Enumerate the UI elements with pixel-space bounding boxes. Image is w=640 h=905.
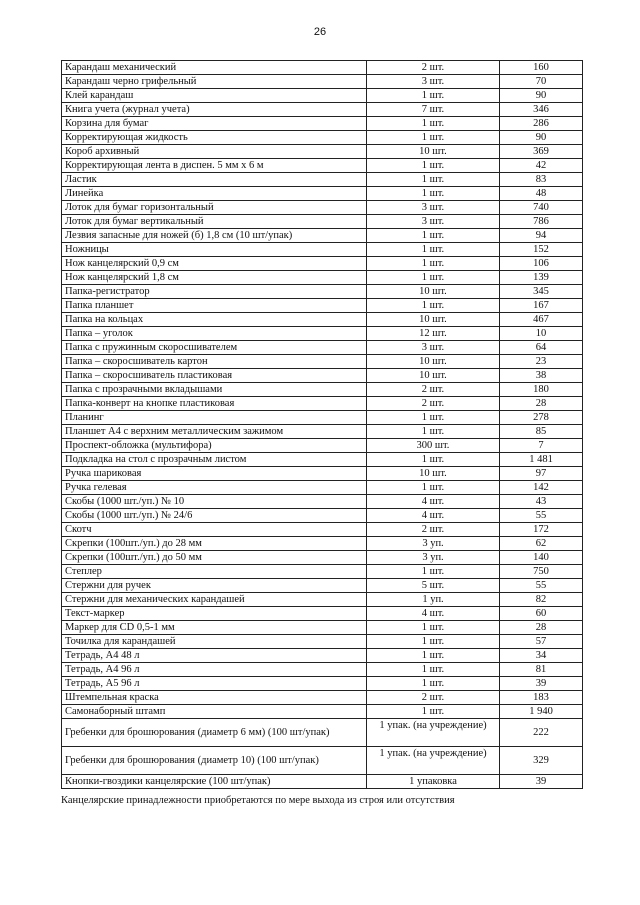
item-price-cell: 1 940 [500,705,583,719]
item-quantity-cell: 1 шт. [367,481,500,495]
table-row [62,677,583,691]
table-row [62,495,583,509]
table-row [62,103,583,117]
item-name-cell: Скобы (1000 шт./уп.) № 24/6 [62,509,367,523]
table-row [62,117,583,131]
item-price-cell: 81 [500,663,583,677]
item-price-cell: 467 [500,313,583,327]
item-quantity-cell: 1 шт. [367,257,500,271]
table-row [62,537,583,551]
item-price-cell: 7 [500,439,583,453]
item-price-cell: 90 [500,89,583,103]
table-row [62,565,583,579]
item-quantity-cell: 2 шт. [367,61,500,75]
item-quantity-cell: 1 шт. [367,89,500,103]
item-price-cell: 139 [500,271,583,285]
table-row [62,775,583,789]
table-row [62,649,583,663]
item-price-cell: 106 [500,257,583,271]
table-row [62,467,583,481]
table-row [62,397,583,411]
item-quantity-cell: 3 уп. [367,551,500,565]
item-name-cell: Папка – уголок [62,327,367,341]
item-quantity-cell: 3 шт. [367,75,500,89]
item-quantity-cell: 1 шт. [367,159,500,173]
item-price-cell: 1 481 [500,453,583,467]
item-name-cell: Гребенки для брошюрования (диаметр 6 мм) (100 шт/упак) [62,719,367,747]
item-price-cell: 23 [500,355,583,369]
item-price-cell: 85 [500,425,583,439]
item-price-cell: 64 [500,341,583,355]
item-price-cell: 55 [500,579,583,593]
item-name-cell: Папка на кольцах [62,313,367,327]
item-name-cell: Папка-регистратор [62,285,367,299]
item-quantity-cell: 3 шт. [367,341,500,355]
table-row [62,663,583,677]
item-price-cell: 369 [500,145,583,159]
item-name-cell: Планшет А4 с верхним металлическим зажимом [62,425,367,439]
item-name-cell: Нож канцелярский 0,9 см [62,257,367,271]
table-row [62,327,583,341]
item-name-cell: Текст-маркер [62,607,367,621]
item-name-cell: Клей карандаш [62,89,367,103]
item-name-cell: Маркер для CD 0,5-1 мм [62,621,367,635]
table-row [62,523,583,537]
item-price-cell: 90 [500,131,583,145]
item-price-cell: 183 [500,691,583,705]
item-quantity-cell: 1 шт. [367,229,500,243]
table-row [62,593,583,607]
table-row [62,635,583,649]
item-name-cell: Тетрадь, А4 48 л [62,649,367,663]
table-row [62,145,583,159]
item-name-cell: Ручка гелевая [62,481,367,495]
table-row [62,579,583,593]
item-quantity-cell: 1 упак. (на учреждение) [367,747,500,775]
item-quantity-cell: 1 шт. [367,411,500,425]
item-price-cell: 160 [500,61,583,75]
table-row [62,313,583,327]
item-name-cell: Подкладка на стол с прозрачным листом [62,453,367,467]
item-price-cell: 57 [500,635,583,649]
item-name-cell: Нож канцелярский 1,8 см [62,271,367,285]
table-row [62,131,583,145]
item-quantity-cell: 4 шт. [367,509,500,523]
item-price-cell: 34 [500,649,583,663]
item-name-cell: Папка планшет [62,299,367,313]
item-quantity-cell: 1 шт. [367,649,500,663]
item-price-cell: 43 [500,495,583,509]
table-row [62,75,583,89]
table-row [62,509,583,523]
item-price-cell: 786 [500,215,583,229]
item-name-cell: Стержни для ручек [62,579,367,593]
item-name-cell: Линейка [62,187,367,201]
item-price-cell: 48 [500,187,583,201]
table-row [62,61,583,75]
table-row [62,369,583,383]
table-row [62,747,583,775]
item-quantity-cell: 3 шт. [367,201,500,215]
table-row [62,551,583,565]
item-quantity-cell: 1 шт. [367,705,500,719]
item-quantity-cell: 1 шт. [367,299,500,313]
page-number: 26 [313,26,327,38]
table-row [62,341,583,355]
item-price-cell: 38 [500,369,583,383]
item-price-cell: 750 [500,565,583,579]
table-row [62,243,583,257]
item-quantity-cell: 10 шт. [367,145,500,159]
item-name-cell: Скрепки (100шт./уп.) до 50 мм [62,551,367,565]
item-name-cell: Папка-конверт на кнопке пластиковая [62,397,367,411]
item-price-cell: 55 [500,509,583,523]
item-name-cell: Ручка шариковая [62,467,367,481]
item-price-cell: 83 [500,173,583,187]
table-row [62,425,583,439]
item-quantity-cell: 1 шт. [367,425,500,439]
item-quantity-cell: 10 шт. [367,313,500,327]
table-row [62,439,583,453]
item-price-cell: 94 [500,229,583,243]
item-name-cell: Тетрадь, А5 96 л [62,677,367,691]
item-quantity-cell: 10 шт. [367,285,500,299]
item-name-cell: Лоток для бумаг вертикальный [62,215,367,229]
item-price-cell: 60 [500,607,583,621]
item-price-cell: 222 [500,719,583,747]
table-row [62,159,583,173]
table-row [62,257,583,271]
item-price-cell: 39 [500,677,583,691]
item-quantity-cell: 2 шт. [367,523,500,537]
item-price-cell: 278 [500,411,583,425]
table-row [62,173,583,187]
item-quantity-cell: 2 шт. [367,691,500,705]
item-quantity-cell: 1 шт. [367,173,500,187]
item-name-cell: Короб архивный [62,145,367,159]
item-quantity-cell: 7 шт. [367,103,500,117]
footnote: Канцелярские принадлежности приобретаются по мере выхода из строя или отсутствия [61,795,455,806]
item-quantity-cell: 300 шт. [367,439,500,453]
table-row [62,285,583,299]
item-name-cell: Корректирующая жидкость [62,131,367,145]
item-price-cell: 152 [500,243,583,257]
item-quantity-cell: 1 шт. [367,117,500,131]
item-quantity-cell: 12 шт. [367,327,500,341]
item-name-cell: Стержни для механических карандашей [62,593,367,607]
item-price-cell: 70 [500,75,583,89]
item-price-cell: 180 [500,383,583,397]
item-name-cell: Карандаш черно грифельный [62,75,367,89]
table-row [62,187,583,201]
item-price-cell: 329 [500,747,583,775]
item-price-cell: 39 [500,775,583,789]
item-price-cell: 28 [500,397,583,411]
item-price-cell: 167 [500,299,583,313]
item-name-cell: Папка – скоросшиватель пластиковая [62,369,367,383]
item-quantity-cell: 2 шт. [367,383,500,397]
item-price-cell: 82 [500,593,583,607]
item-quantity-cell: 4 шт. [367,607,500,621]
item-quantity-cell: 1 шт. [367,243,500,257]
item-price-cell: 346 [500,103,583,117]
item-quantity-cell: 1 упаковка [367,775,500,789]
item-name-cell: Лезвия запасные для ножей (б) 1,8 см (10 шт/упак) [62,229,367,243]
item-quantity-cell: 4 шт. [367,495,500,509]
item-quantity-cell: 1 упак. (на учреждение) [367,719,500,747]
item-name-cell: Папка – скоросшиватель картон [62,355,367,369]
item-quantity-cell: 1 шт. [367,131,500,145]
table-row [62,299,583,313]
item-quantity-cell: 2 шт. [367,397,500,411]
item-price-cell: 142 [500,481,583,495]
item-name-cell: Корзина для бумаг [62,117,367,131]
item-quantity-cell: 1 шт. [367,677,500,691]
item-price-cell: 10 [500,327,583,341]
table-row [62,355,583,369]
item-price-cell: 97 [500,467,583,481]
table-row [62,691,583,705]
table-row [62,621,583,635]
item-price-cell: 140 [500,551,583,565]
item-name-cell: Корректирующая лента в диспен. 5 мм х 6 м [62,159,367,173]
supplies-table-body [62,61,583,789]
table-row [62,453,583,467]
table-row [62,705,583,719]
item-price-cell: 286 [500,117,583,131]
item-quantity-cell: 1 шт. [367,635,500,649]
item-name-cell: Карандаш механический [62,61,367,75]
table-row [62,481,583,495]
item-name-cell: Самонаборный штамп [62,705,367,719]
item-name-cell: Кнопки-гвоздики канцелярские (100 шт/упак) [62,775,367,789]
item-name-cell: Гребенки для брошюрования (диаметр 10) (100 шт/упак) [62,747,367,775]
item-price-cell: 42 [500,159,583,173]
item-name-cell: Скобы (1000 шт./уп.) № 10 [62,495,367,509]
table-row [62,229,583,243]
item-price-cell: 28 [500,621,583,635]
table-row [62,719,583,747]
item-quantity-cell: 1 шт. [367,453,500,467]
item-name-cell: Скрепки (100шт./уп.) до 28 мм [62,537,367,551]
item-name-cell: Скотч [62,523,367,537]
item-name-cell: Папка с пружинным скоросшивателем [62,341,367,355]
item-price-cell: 62 [500,537,583,551]
supplies-table [61,60,583,789]
item-quantity-cell: 1 шт. [367,187,500,201]
item-quantity-cell: 3 шт. [367,215,500,229]
table-row [62,89,583,103]
item-name-cell: Тетрадь, А4 96 л [62,663,367,677]
item-name-cell: Книга учета (журнал учета) [62,103,367,117]
item-name-cell: Планинг [62,411,367,425]
item-quantity-cell: 1 шт. [367,621,500,635]
table-row [62,201,583,215]
item-price-cell: 172 [500,523,583,537]
table-row [62,411,583,425]
item-name-cell: Ластик [62,173,367,187]
table-row [62,215,583,229]
item-name-cell: Проспект-обложка (мультифора) [62,439,367,453]
table-row [62,607,583,621]
item-name-cell: Штемпельная краска [62,691,367,705]
item-quantity-cell: 10 шт. [367,369,500,383]
item-quantity-cell: 1 шт. [367,565,500,579]
item-quantity-cell: 5 шт. [367,579,500,593]
item-quantity-cell: 1 шт. [367,271,500,285]
item-quantity-cell: 1 шт. [367,663,500,677]
item-quantity-cell: 1 уп. [367,593,500,607]
item-quantity-cell: 10 шт. [367,355,500,369]
item-quantity-cell: 10 шт. [367,467,500,481]
item-name-cell: Точилка для карандашей [62,635,367,649]
item-name-cell: Степлер [62,565,367,579]
table-row [62,383,583,397]
item-price-cell: 345 [500,285,583,299]
item-name-cell: Лоток для бумаг горизонтальный [62,201,367,215]
item-name-cell: Ножницы [62,243,367,257]
table-row [62,271,583,285]
item-quantity-cell: 3 уп. [367,537,500,551]
item-name-cell: Папка с прозрачными вкладышами [62,383,367,397]
item-price-cell: 740 [500,201,583,215]
